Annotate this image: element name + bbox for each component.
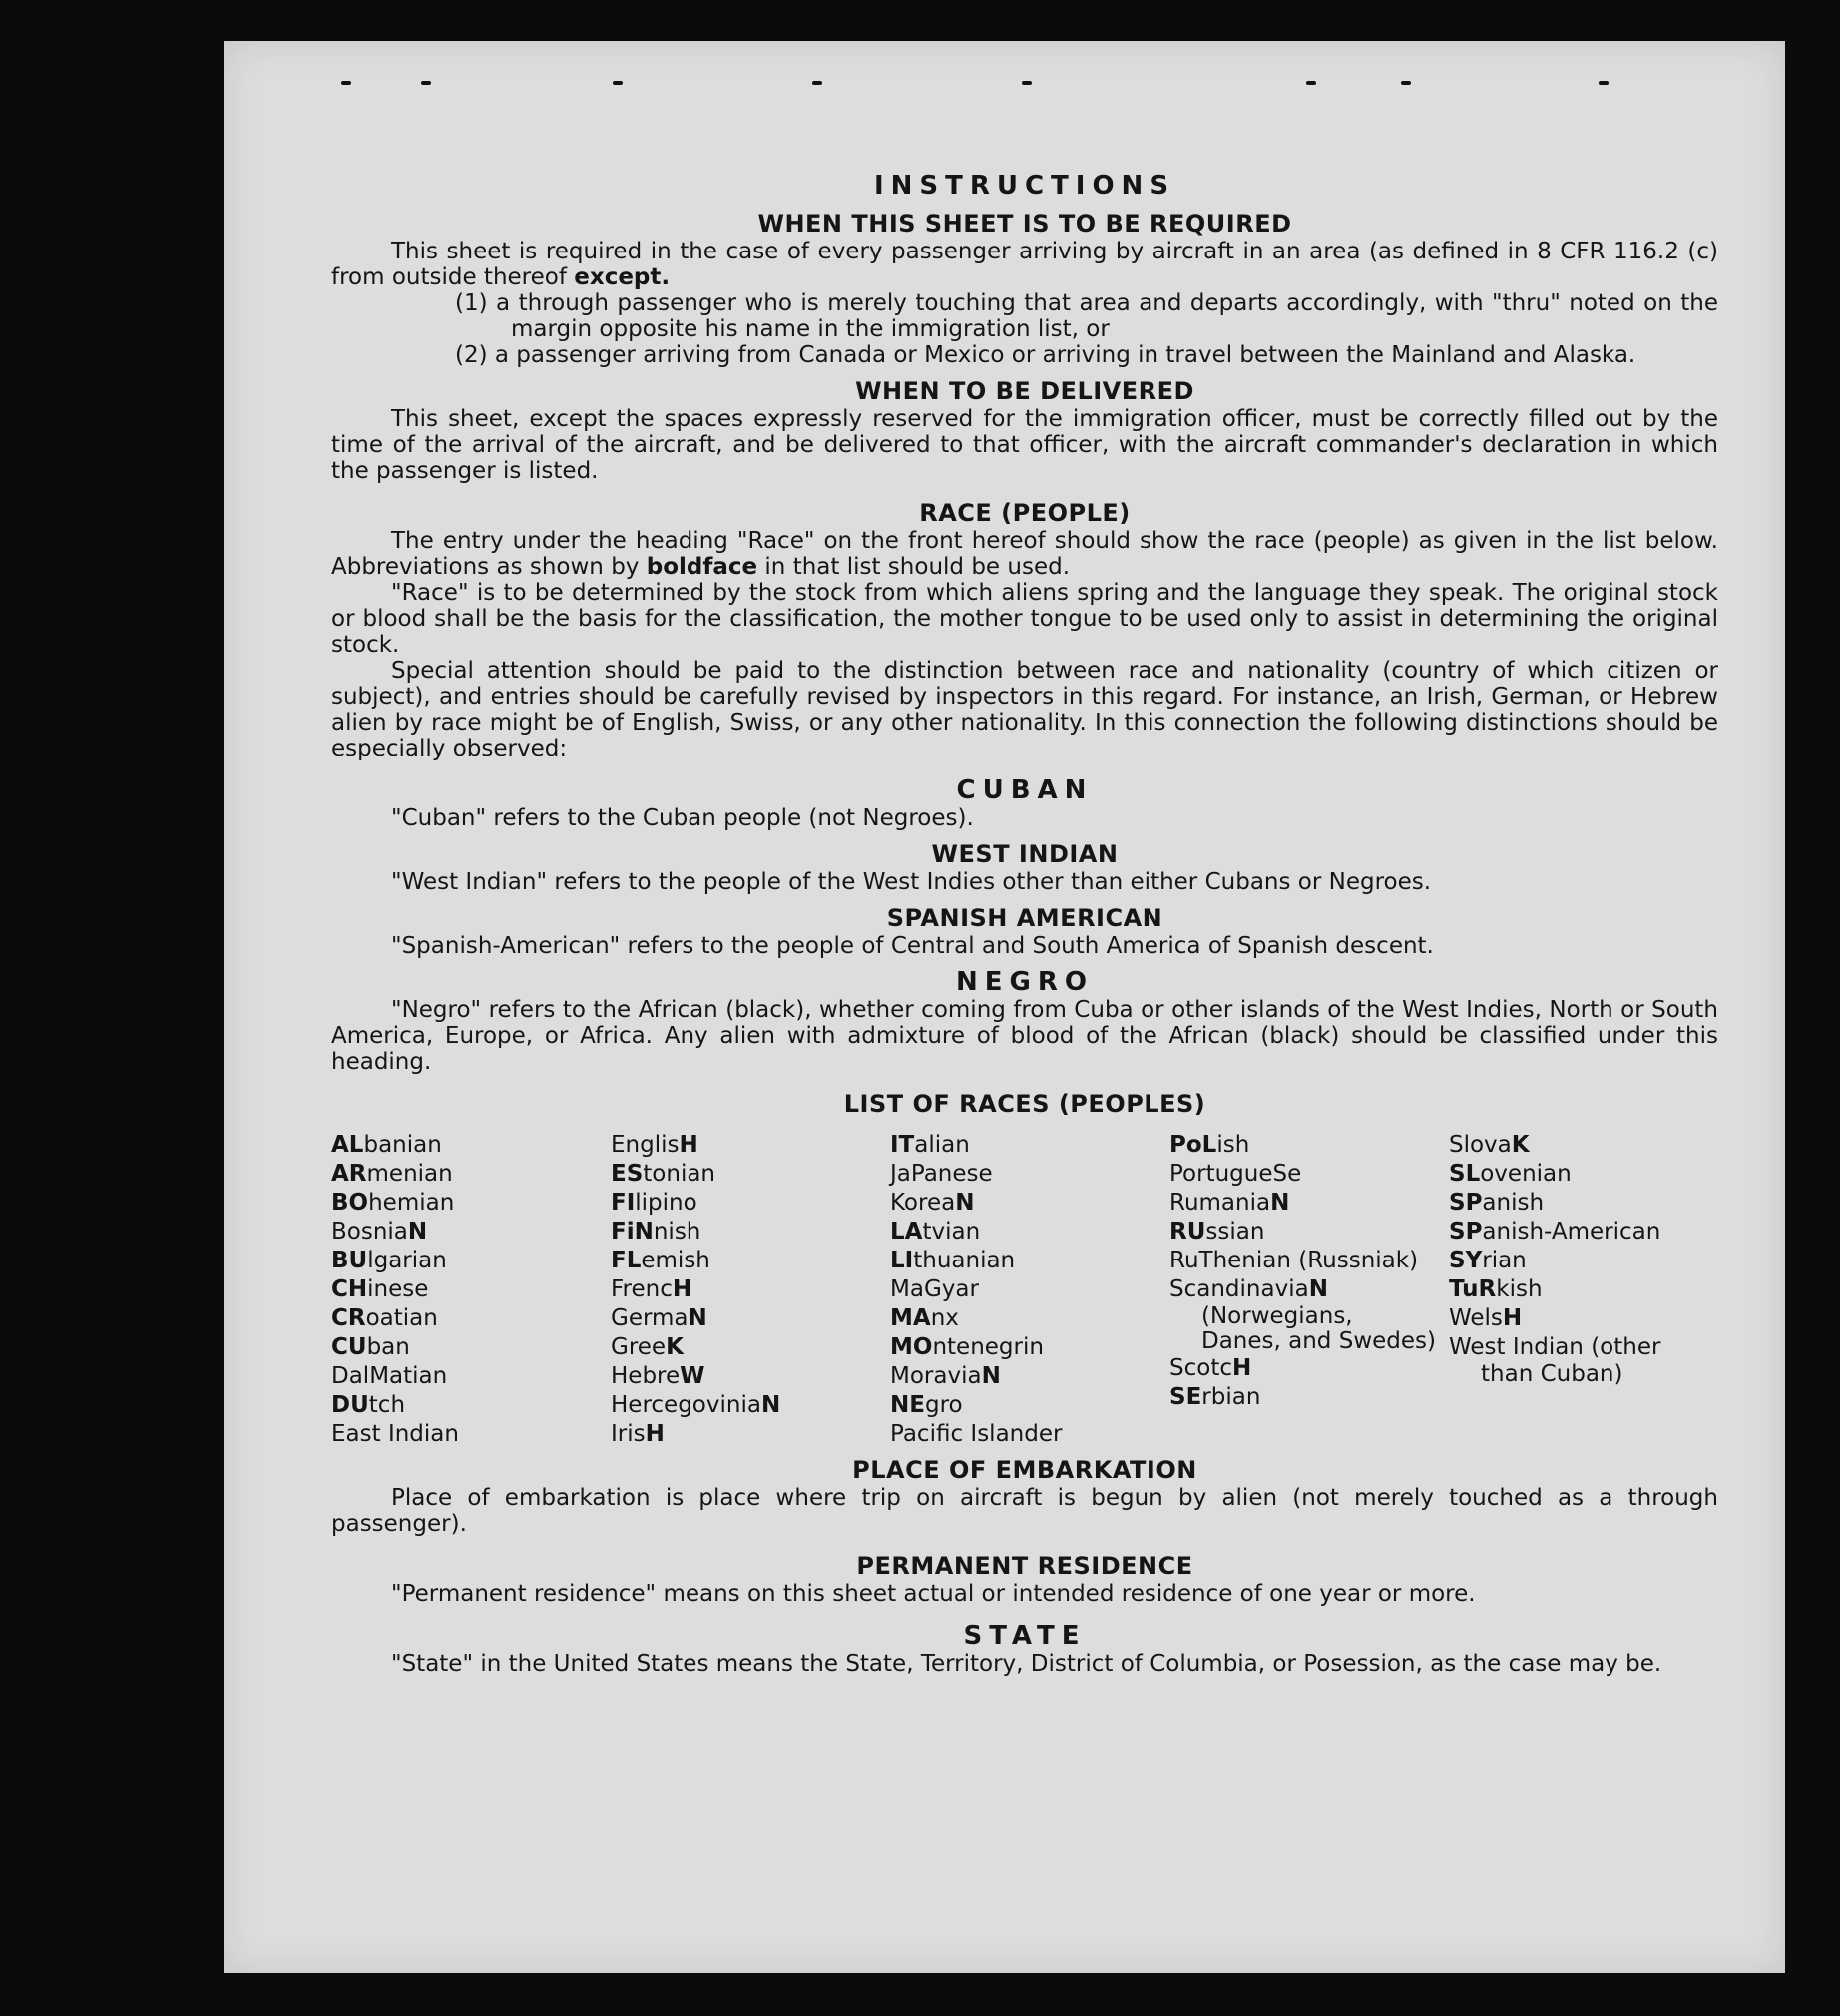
- paragraph: The entry under the heading "Race" on the front hereof should show the race (people) as given in the list below. Abbreviations as shown by boldface in that list should be used.: [331, 528, 1718, 580]
- section-heading-state: STATE: [963, 1621, 1087, 1651]
- punch-mark: [421, 81, 431, 85]
- race-entry: RUssian: [1169, 1219, 1265, 1245]
- race-entry: GreeK: [611, 1334, 684, 1360]
- section-heading-race: RACE (PEOPLE): [919, 499, 1131, 527]
- race-entry: MAnx: [890, 1305, 959, 1331]
- race-entry: MOntenegrin: [890, 1334, 1044, 1360]
- race-column: [1169, 1131, 1439, 1449]
- punch-mark: [613, 81, 623, 85]
- race-entry: KoreaN: [890, 1190, 975, 1216]
- race-entry: BUlgarian: [331, 1248, 447, 1273]
- page-title: INSTRUCTIONS: [873, 171, 1176, 201]
- section-heading-list-of-races: LIST OF RACES (PEOPLES): [843, 1090, 1206, 1118]
- race-entry: RuThenian (Russniak): [1169, 1248, 1419, 1273]
- race-entry: HercegoviniaN: [611, 1392, 781, 1418]
- race-entry: ARmenian: [331, 1161, 453, 1187]
- race-entry: ITalian: [890, 1132, 970, 1158]
- paragraph: This sheet is required in the case of every passenger arriving by aircraft in an area (as defined in 8 CFR 116.2 (c) from outside thereof except.: [331, 239, 1718, 290]
- punch-mark: [812, 81, 822, 85]
- race-entry: SErbian: [1169, 1384, 1261, 1410]
- paragraph: This sheet, except the spaces expressly reserved for the immigration officer, must be correctly filled out by the time of the arrival of the aircraft, and be delivered to that officer, with the aircraft commander's declaration in which the passenger is listed.: [331, 406, 1718, 484]
- race-entry: SYrian: [1449, 1248, 1527, 1273]
- race-entry: CUban: [331, 1334, 410, 1360]
- race-entry: CHinese: [331, 1276, 429, 1302]
- paragraph: Place of embarkation is place where trip on aircraft is begun by alien (not merely touched as a through passenger).: [331, 1485, 1718, 1537]
- race-entry: FrencH: [611, 1276, 692, 1302]
- race-entry: JaPanese: [890, 1161, 993, 1187]
- race-entry: MoraviaN: [890, 1363, 1001, 1389]
- race-entry: Pacific Islander: [890, 1421, 1063, 1447]
- race-column: [331, 1131, 601, 1449]
- race-entry: SPanish: [1449, 1190, 1545, 1216]
- race-entry: (Norwegians, Danes, and Swedes): [1201, 1303, 1436, 1354]
- race-entry: BOhemian: [331, 1190, 455, 1216]
- paragraph: "Negro" refers to the African (black), whether coming from Cuba or other islands of the West Indies, North or South America, Europe, or Africa. Any alien with admixture of blood of the African (black) should be classified under this heading.: [331, 997, 1718, 1075]
- race-entry: EnglisH: [611, 1132, 698, 1158]
- race-entry: EStonian: [611, 1161, 716, 1187]
- race-entry: NEgro: [890, 1392, 963, 1418]
- paragraph: Special attention should be paid to the distinction between race and nationality (country of which citizen or subject), and entries should be carefully revised by inspectors in this regard. For instance, an Irish, German, or Hebrew alien by race might be of English, Swiss, or any other nationality. In this connection the following distinctions should be especially observed:: [331, 658, 1718, 761]
- section-heading-spanish-american: SPANISH AMERICAN: [886, 904, 1163, 932]
- race-entry: than Cuban): [1481, 1361, 1623, 1387]
- race-entry: TuRkish: [1449, 1276, 1543, 1302]
- race-entry: LAtvian: [890, 1219, 981, 1245]
- race-column: [890, 1131, 1159, 1449]
- race-entry: ScotcH: [1169, 1355, 1252, 1381]
- race-entry: GermaN: [611, 1305, 707, 1331]
- race-entry: West Indian (other: [1449, 1334, 1661, 1360]
- race-list: [331, 1131, 1718, 1449]
- punch-mark: [1022, 81, 1032, 85]
- race-entry: ScandinaviaN: [1169, 1276, 1328, 1302]
- paragraph: "Cuban" refers to the Cuban people (not Negroes).: [391, 805, 974, 831]
- section-heading-west-indian: WEST INDIAN: [931, 840, 1119, 868]
- race-entry: PortugueSe: [1169, 1161, 1302, 1187]
- paragraph: "Permanent residence" means on this sheet actual or intended residence of one year or more.: [391, 1581, 1476, 1607]
- race-entry: HebreW: [611, 1363, 705, 1389]
- race-entry: RumaniaN: [1169, 1190, 1290, 1216]
- race-entry: BosniaN: [331, 1219, 428, 1245]
- race-entry: IrisH: [611, 1421, 665, 1447]
- punch-mark: [1306, 81, 1316, 85]
- race-entry: ALbanian: [331, 1132, 442, 1158]
- race-column: [611, 1131, 880, 1449]
- race-entry: MaGyar: [890, 1276, 979, 1302]
- paragraph: "Spanish-American" refers to the people of Central and South America of Spanish descent.: [391, 933, 1434, 959]
- race-entry: FiNnish: [611, 1219, 701, 1245]
- section-heading-cuban: CUBAN: [956, 775, 1094, 805]
- section-heading-embarkation: PLACE OF EMBARKATION: [852, 1456, 1197, 1484]
- section-heading-permanent-residence: PERMANENT RESIDENCE: [856, 1552, 1193, 1580]
- race-entry: SPanish-American: [1449, 1219, 1661, 1245]
- race-entry: East Indian: [331, 1421, 459, 1447]
- race-entry: WelsH: [1449, 1305, 1523, 1331]
- document-sheet: [224, 41, 1785, 1973]
- race-entry: CRoatian: [331, 1305, 438, 1331]
- paragraph: "Race" is to be determined by the stock from which aliens spring and the language they speak. The original stock or blood shall be the basis for the classification, the mother tongue to be used only to assist in determining the original stock.: [331, 580, 1718, 658]
- list-item: (2) a passenger arriving from Canada or Mexico or arriving in travel between the Mainland and Alaska.: [455, 342, 1636, 368]
- race-entry: SlovaK: [1449, 1132, 1530, 1158]
- race-entry: PoLish: [1169, 1132, 1250, 1158]
- race-entry: FLemish: [611, 1248, 710, 1273]
- race-entry: LIthuanian: [890, 1248, 1016, 1273]
- race-column: [1449, 1131, 1718, 1449]
- race-entry: DUtch: [331, 1392, 406, 1418]
- race-entry: FIlipino: [611, 1190, 697, 1216]
- punch-mark: [341, 81, 351, 85]
- punch-mark: [1599, 81, 1609, 85]
- race-entry: DalMatian: [331, 1363, 448, 1389]
- section-heading-when-required: WHEN THIS SHEET IS TO BE REQUIRED: [757, 210, 1292, 238]
- punch-mark: [1401, 81, 1411, 85]
- paragraph: "State" in the United States means the State, Territory, District of Columbia, or Posession, as the case may be.: [391, 1651, 1662, 1677]
- race-entry: SLovenian: [1449, 1161, 1572, 1187]
- section-heading-negro: NEGRO: [956, 967, 1094, 997]
- instructions-content: [331, 171, 1718, 1677]
- list-item: (1) a through passenger who is merely touching that area and departs accordingly, with "thru" noted on the margin opposite his name in the immigration list, or: [455, 290, 1718, 342]
- section-heading-when-delivered: WHEN TO BE DELIVERED: [855, 377, 1194, 405]
- paragraph: "West Indian" refers to the people of the West Indies other than either Cubans or Negroes.: [391, 869, 1432, 895]
